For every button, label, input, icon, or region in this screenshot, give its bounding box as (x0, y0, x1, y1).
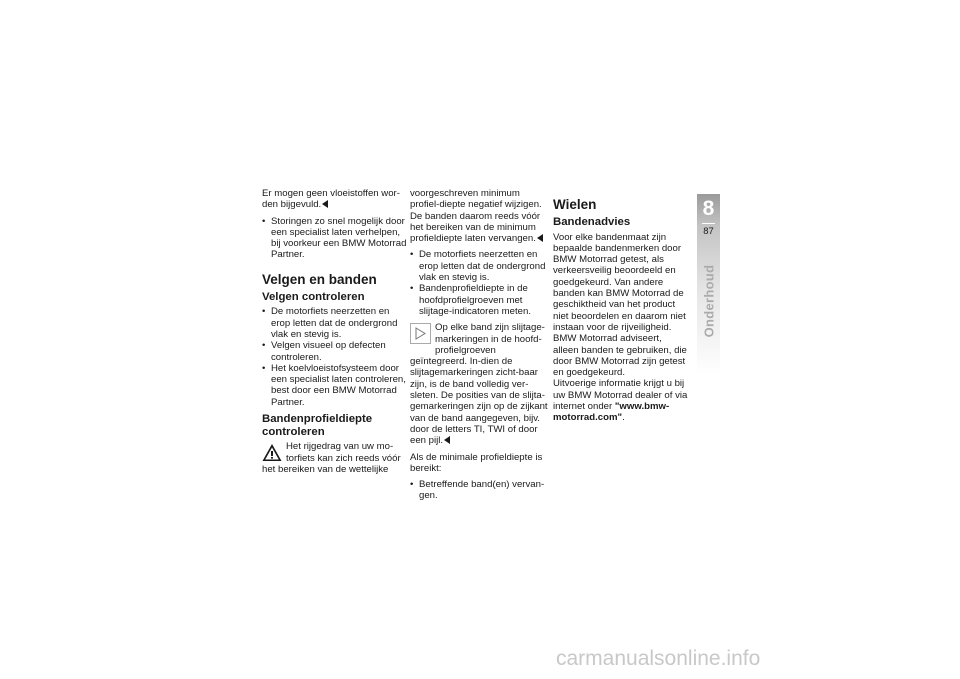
website-link[interactable]: "www.bmw-motorrad.com" (553, 401, 670, 424)
warning-icon (262, 443, 282, 462)
paragraph: Voor elke bandenmaat zijn bepaalde bandenmerken door BMW Motorrad getest, als verkeersveilig beoordeeld en goedgekeurd. Van andere banden kan BMW Motorrad de geschiktheid van het product niet beoordelen en daarom niet instaan voor de rijveiligheid. (553, 231, 686, 333)
list-item: • De motorfiets neerzetten en erop letten dat de ondergrond vlak en stevig is. (410, 249, 550, 283)
subsection-heading: Bandenadvies (553, 216, 631, 228)
warning-text: Het rijgedrag van uw mo-torfiets kan zich reeds vóór het bereiken van de wettelijke (262, 441, 401, 475)
page-number: 87 (703, 226, 714, 237)
bullet-list (262, 216, 407, 261)
paragraph: Als de minimale profieldiepte is bereikt: (410, 451, 543, 474)
subsection-heading: Bandenprofieldiepte controleren (262, 413, 373, 438)
list-item: • Bandenprofieldiepte in de hoofdprofielgroeven met slijtage-indicatoren meten. (410, 283, 550, 317)
list-item: • De motorfiets neerzetten en erop letten dat de ondergrond vlak en stevig is. (262, 306, 407, 340)
subsection-heading: Velgen controleren (262, 290, 365, 303)
bullet-list (410, 249, 550, 317)
section-label-text: Onderhoud (701, 264, 716, 338)
list-item: • Betreffende band(en) vervan-gen. (410, 479, 550, 502)
paragraph: Uitvoerige informatie krijgt u bij uw BMW Motorrad dealer of via internet onder "www.bmw-motorrad.com". (553, 378, 688, 424)
watermark: carmanualsonline.info (556, 647, 761, 670)
list-item: • Storingen zo snel mogelijk door een specialist laten verhelpen, bij voorkeur een BMW Motorrad Partner. (262, 216, 407, 261)
column-left (262, 188, 407, 480)
tab-divider (702, 223, 715, 224)
note-icon (410, 323, 431, 344)
chapter-number: 8 (702, 197, 715, 220)
end-marker-icon (537, 234, 543, 242)
bullet-list (262, 306, 407, 408)
end-marker-icon (444, 436, 450, 444)
column-middle (410, 188, 550, 507)
note-text: Op elke band zijn slijtage-markeringen in de hoofd-profielgroeven geïntegreerd. In-dien de slijtagemarkeringen zicht-baar zijn, is de band volledig ver-sleten. De posities van de slijta-gemarkeringen zijn op de zijkant van de band aangegeven, bijv. door de letters TI, TWI of door een pijl. (410, 322, 548, 447)
paragraph: voorgeschreven minimum profiel-diepte negatief wijzigen. De banden daarom reeds vóór het bereiken van de minimum profieldiepte laten vervangen. (410, 188, 542, 245)
list-item: • Het koelvloeistofsysteem door een specialist laten controleren, best door een BMW Motorrad Partner. (262, 363, 407, 408)
intro-text: Er mogen geen vloeistoffen wor-den bijgevuld. (262, 188, 400, 211)
paragraph: BMW Motorrad adviseert, alleen banden te gebruiken, die door BMW Motorrad zijn getest en goedgekeurd. (553, 333, 687, 379)
section-heading: Velgen en banden (262, 271, 377, 287)
section-label (697, 236, 720, 366)
end-marker-icon (322, 200, 328, 208)
list-item: • Velgen visueel op defecten controleren. (262, 340, 407, 363)
column-right (553, 188, 689, 424)
bullet-list (410, 479, 550, 502)
section-heading: Wielen (553, 197, 597, 212)
